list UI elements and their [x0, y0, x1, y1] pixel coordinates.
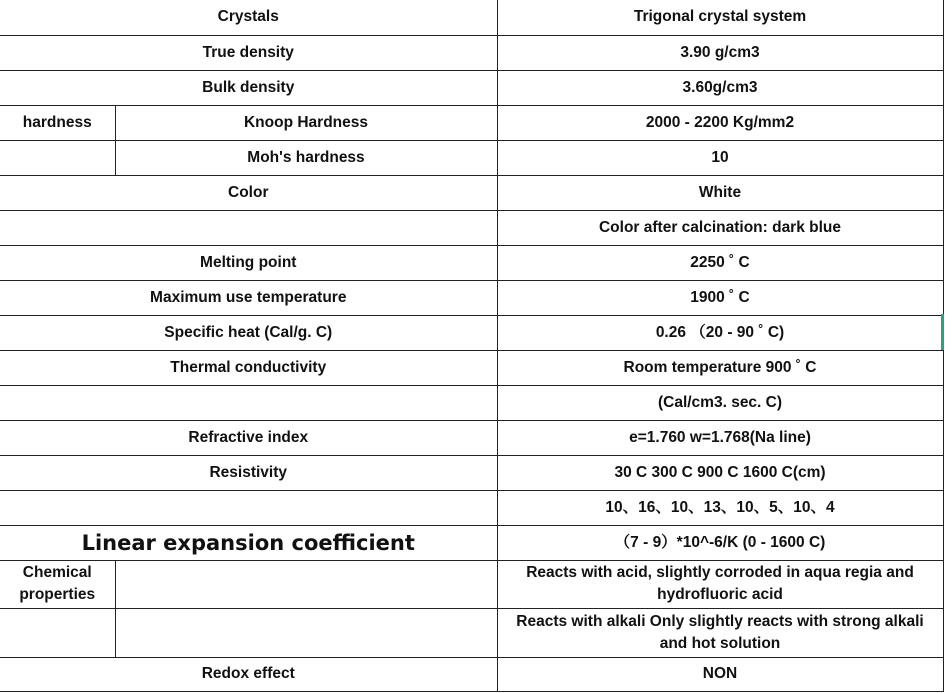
thermal-label: Thermal conductivity [0, 350, 497, 385]
acid-empty [115, 560, 497, 608]
linear-expansion-value: （7 - 9）*10^-6/K (0 - 1600 C) [497, 525, 943, 560]
melting-value: 2250 ˚ C [497, 245, 943, 280]
table-row-resistivity-exponents [0, 490, 943, 525]
linear-expansion-label: Linear expansion coefficient [0, 525, 497, 560]
redox-value: NON [497, 657, 943, 691]
redox-label: Redox effect [0, 657, 497, 691]
table-row-refractive [0, 420, 943, 455]
color-label: Color [0, 175, 497, 210]
specific-heat-value: 0.26 （20 - 90 ˚ C) [497, 315, 943, 350]
table-row-knoop [0, 105, 943, 140]
table-row-alkali [0, 608, 943, 657]
thermal-unit-empty [0, 385, 497, 420]
crystals-value: Trigonal crystal system [497, 0, 943, 35]
table-row-resistivity [0, 455, 943, 490]
max-temp-value: 1900 ˚ C [497, 280, 943, 315]
table-row-color-after [0, 210, 943, 245]
melting-label: Melting point [0, 245, 497, 280]
table-row-true-density [0, 35, 943, 70]
mohs-label: Moh's hardness [115, 140, 497, 175]
hardness-group-label: hardness [0, 105, 115, 140]
table-row-thermal-unit [0, 385, 943, 420]
acid-value: Reacts with acid, slightly corroded in aqua regia and hydrofluoric acid [497, 560, 943, 608]
table-row-bulk-density [0, 70, 943, 105]
table-row-max-temp [0, 280, 943, 315]
max-temp-label: Maximum use temperature [0, 280, 497, 315]
table-row-specific-heat [0, 315, 943, 350]
table-row-melting [0, 245, 943, 280]
resistivity-value: 30 C 300 C 900 C 1600 C(cm) [497, 455, 943, 490]
resistivity-exponents-empty [0, 490, 497, 525]
refractive-label: Refractive index [0, 420, 497, 455]
alkali-empty [115, 608, 497, 657]
color-after-value: Color after calcination: dark blue [497, 210, 943, 245]
chemical-group-label: Chemical properties [0, 560, 115, 608]
alkali-value: Reacts with alkali Only slightly reacts with strong alkali and hot solution [497, 608, 943, 657]
true-density-value: 3.90 g/cm3 [497, 35, 943, 70]
hardness-group-empty [0, 140, 115, 175]
table-row-linear-expansion [0, 525, 943, 560]
resistivity-exponents-value: 10、16、10、13、10、5、10、4 [497, 490, 943, 525]
bulk-density-label: Bulk density [0, 70, 497, 105]
knoop-label: Knoop Hardness [115, 105, 497, 140]
knoop-value: 2000 - 2200 Kg/mm2 [497, 105, 943, 140]
true-density-label: True density [0, 35, 497, 70]
table-row-crystals [0, 0, 943, 35]
scroll-edge-marker [941, 314, 944, 350]
resistivity-label: Resistivity [0, 455, 497, 490]
table-row-thermal [0, 350, 943, 385]
color-after-empty [0, 210, 497, 245]
table-row-redox [0, 657, 943, 691]
crystals-label: Crystals [0, 0, 497, 35]
thermal-value: Room temperature 900 ˚ C [497, 350, 943, 385]
color-value: White [497, 175, 943, 210]
refractive-value: e=1.760 w=1.768(Na line) [497, 420, 943, 455]
table-row-acid [0, 560, 943, 608]
specific-heat-label: Specific heat (Cal/g. C) [0, 315, 497, 350]
thermal-unit-value: (Cal/cm3. sec. C) [497, 385, 943, 420]
table-row-color [0, 175, 943, 210]
mohs-value: 10 [497, 140, 943, 175]
chemical-group-empty [0, 608, 115, 657]
bulk-density-value: 3.60g/cm3 [497, 70, 943, 105]
table-row-mohs [0, 140, 943, 175]
